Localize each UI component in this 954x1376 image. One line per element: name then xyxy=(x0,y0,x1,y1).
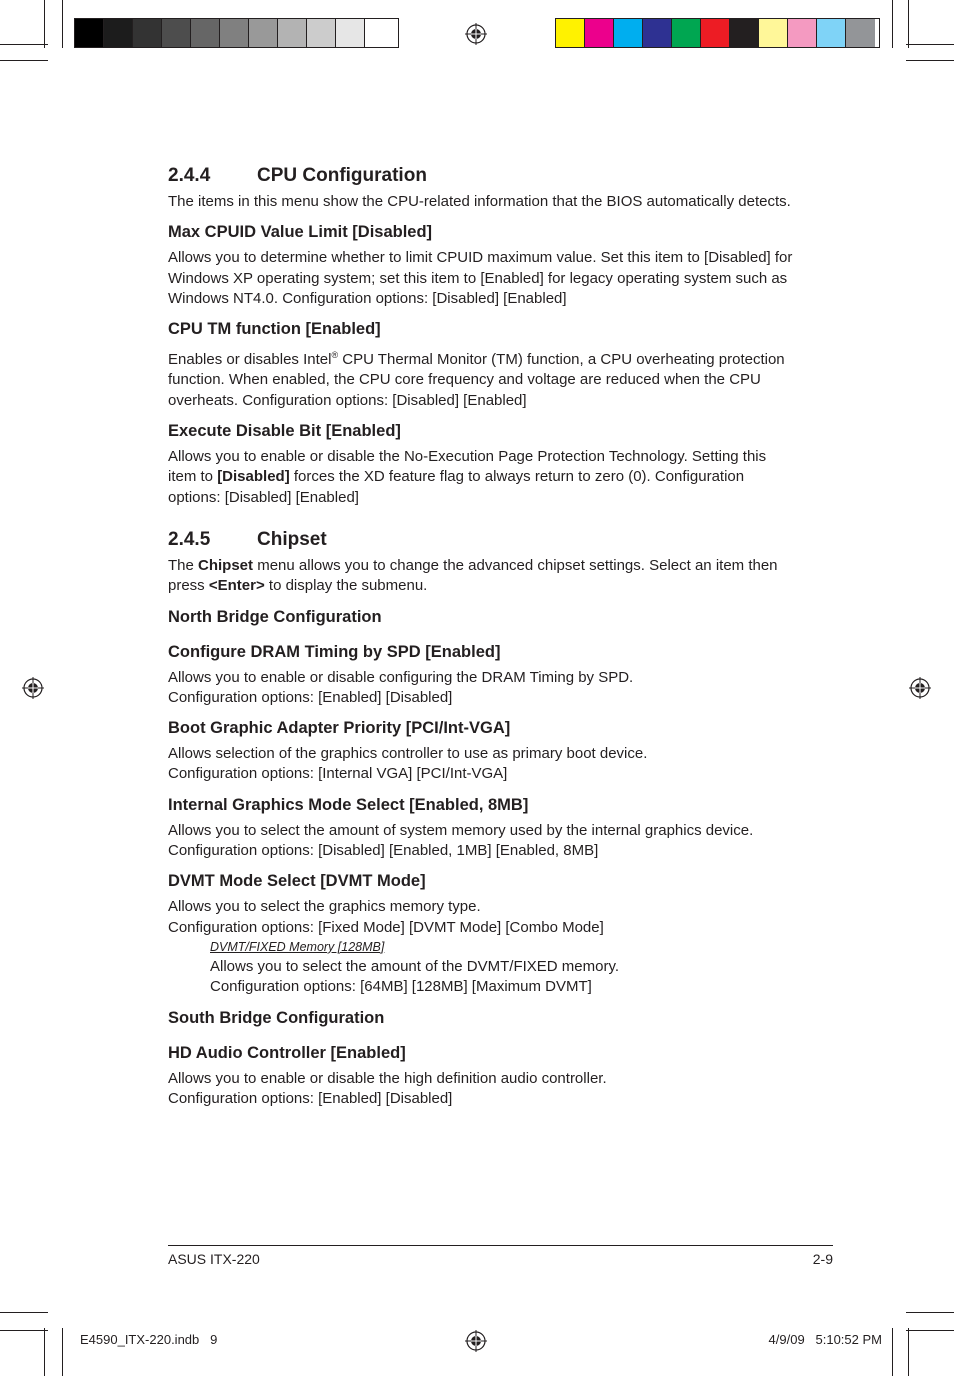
crop-mark xyxy=(906,60,954,61)
color-swatch xyxy=(643,19,672,47)
crop-mark xyxy=(908,1328,909,1376)
registration-mark-icon xyxy=(465,23,487,45)
text-run: forces the XD feature flag to always return to zero (0). Configuration options: [Disabled] [Enabled] xyxy=(168,468,745,506)
item-options-dram-timing: Configuration options: [Enabled] [Disabled] xyxy=(168,688,453,706)
crop-mark xyxy=(62,0,63,48)
color-swatch xyxy=(556,19,585,47)
color-swatch xyxy=(817,19,846,47)
item-options-hd-audio: Configuration options: [Enabled] [Disabled] xyxy=(168,1089,453,1107)
submenu-item-dvmt-fixed-memory: DVMT/FIXED Memory [128MB] xyxy=(210,939,385,954)
bold-text: [Disabled] xyxy=(217,468,290,486)
submenu-options: Configuration options: [64MB] [128MB] [Maximum DVMT] xyxy=(210,978,592,996)
item-heading-internal-graphics-mode: Internal Graphics Mode Select [Enabled, 8MB] xyxy=(168,795,529,814)
crop-mark xyxy=(906,1312,954,1313)
text-run: Allows you to enable or disable the No-Execution Page Protection Technology. Setting this item to xyxy=(168,448,767,486)
process-color-bar xyxy=(555,18,880,48)
color-swatch xyxy=(104,19,133,47)
bold-text: Chipset xyxy=(198,556,254,574)
item-heading-cpu-tm: CPU TM function [Enabled] xyxy=(168,320,381,339)
crop-mark xyxy=(0,1330,48,1331)
crop-mark xyxy=(0,60,48,61)
page-content xyxy=(168,164,798,1109)
text-run: to display the submenu. xyxy=(264,577,428,595)
item-heading-dvmt-mode: DVMT Mode Select [DVMT Mode] xyxy=(168,872,426,891)
registration-mark-icon xyxy=(22,677,44,699)
color-swatch xyxy=(162,19,191,47)
color-swatch xyxy=(278,19,307,47)
item-description-dram-timing: Allows you to enable or disable configuring the DRAM Timing by SPD. xyxy=(168,668,634,686)
item-heading-execute-disable-bit: Execute Disable Bit [Enabled] xyxy=(168,422,401,441)
color-swatch xyxy=(307,19,336,47)
color-swatch xyxy=(701,19,730,47)
crop-mark xyxy=(906,1330,954,1331)
grayscale-color-bar xyxy=(74,18,399,48)
section-title: CPU Configuration xyxy=(257,165,427,186)
section-number: 2.4.4 xyxy=(168,165,211,186)
crop-mark xyxy=(0,44,48,45)
bold-text: <Enter> xyxy=(208,577,265,595)
item-options-boot-graphic-adapter: Configuration options: [Internal VGA] [PCI/Int-VGA] xyxy=(168,765,508,783)
color-swatch xyxy=(788,19,817,47)
item-options-dvmt-mode: Configuration options: [Fixed Mode] [DVMT Mode] [Combo Mode] xyxy=(168,918,604,936)
item-description-dvmt-mode: Allows you to select the graphics memory type. xyxy=(168,898,481,916)
color-swatch xyxy=(220,19,249,47)
registered-mark: ® xyxy=(331,350,339,361)
color-swatch xyxy=(585,19,614,47)
item-heading-hd-audio: HD Audio Controller [Enabled] xyxy=(168,1043,406,1062)
item-description-cpu-tm xyxy=(168,345,798,411)
subsection-heading-north-bridge: North Bridge Configuration xyxy=(168,607,382,626)
color-swatch xyxy=(336,19,365,47)
text-run: CPU Thermal Monitor (TM) function, a CPU overheating protection function. When enabled, the CPU core frequency and voltage are reduced when the CPU overheats. Configuration options: [Disabled] [Enabled] xyxy=(168,351,785,409)
section-title: Chipset xyxy=(257,528,327,550)
item-description-hd-audio: Allows you to enable or disable the high definition audio controller. xyxy=(168,1069,607,1087)
item-description-boot-graphic-adapter: Allows selection of the graphics controller to use as primary boot device. xyxy=(168,745,648,763)
crop-mark xyxy=(62,1328,63,1376)
color-swatch xyxy=(730,19,759,47)
color-swatch xyxy=(614,19,643,47)
color-swatch xyxy=(846,19,875,47)
item-heading-max-cpuid: Max CPUID Value Limit [Disabled] xyxy=(168,223,433,242)
color-swatch xyxy=(75,19,104,47)
item-description-execute-disable-bit xyxy=(168,447,798,508)
color-swatch xyxy=(249,19,278,47)
footer-rule xyxy=(168,1245,833,1246)
crop-mark xyxy=(44,0,45,48)
item-heading-boot-graphic-adapter: Boot Graphic Adapter Priority [PCI/Int-VGA] xyxy=(168,719,511,738)
color-swatch xyxy=(191,19,220,47)
section-number: 2.4.5 xyxy=(168,528,211,550)
registration-mark-icon xyxy=(465,1330,487,1352)
crop-mark xyxy=(0,1312,48,1313)
crop-mark xyxy=(892,0,893,48)
crop-mark xyxy=(906,44,954,45)
footer-product-name: ASUS ITX-220 xyxy=(168,1251,260,1267)
text-run: Enables or disables Intel xyxy=(168,351,332,369)
section-intro: The items in this menu show the CPU-related information that the BIOS automatically detects. xyxy=(168,193,791,210)
crop-mark xyxy=(908,0,909,48)
color-swatch xyxy=(672,19,701,47)
section-intro xyxy=(168,556,798,597)
slug-filename: E4590_ITX-220.indb 9 xyxy=(80,1332,218,1347)
crop-mark xyxy=(44,1328,45,1376)
item-heading-dram-timing: Configure DRAM Timing by SPD [Enabled] xyxy=(168,642,501,661)
item-options-internal-graphics-mode: Configuration options: [Disabled] [Enabled, 1MB] [Enabled, 8MB] xyxy=(168,842,599,860)
item-description-internal-graphics-mode: Allows you to select the amount of system memory used by the internal graphics device. xyxy=(168,821,754,839)
registration-mark-icon xyxy=(909,677,931,699)
color-swatch xyxy=(759,19,788,47)
color-swatch xyxy=(365,19,394,47)
section-heading-cpu-configuration xyxy=(168,164,798,188)
submenu-description: Allows you to select the amount of the DVMT/FIXED memory. xyxy=(210,957,620,975)
crop-mark xyxy=(892,1328,893,1376)
text-run: menu allows you to change the advanced chipset settings. Select an item then press xyxy=(168,556,778,595)
subsection-heading-south-bridge: South Bridge Configuration xyxy=(168,1008,385,1027)
item-description-max-cpuid: Allows you to determine whether to limit CPUID maximum value. Set this item to [Disabled] for Windows XP operating system; set this item to [Enabled] for legacy operating system such as Windows NT4.0. Configuration options: [Disabled] [Enabled] xyxy=(168,249,793,307)
color-swatch xyxy=(133,19,162,47)
slug-timestamp: 4/9/09 5:10:52 PM xyxy=(768,1332,882,1347)
footer-page-number: 2-9 xyxy=(812,1251,833,1267)
section-heading-chipset xyxy=(168,528,798,552)
dvmt-submenu xyxy=(168,938,798,998)
text-run: The xyxy=(168,556,199,574)
